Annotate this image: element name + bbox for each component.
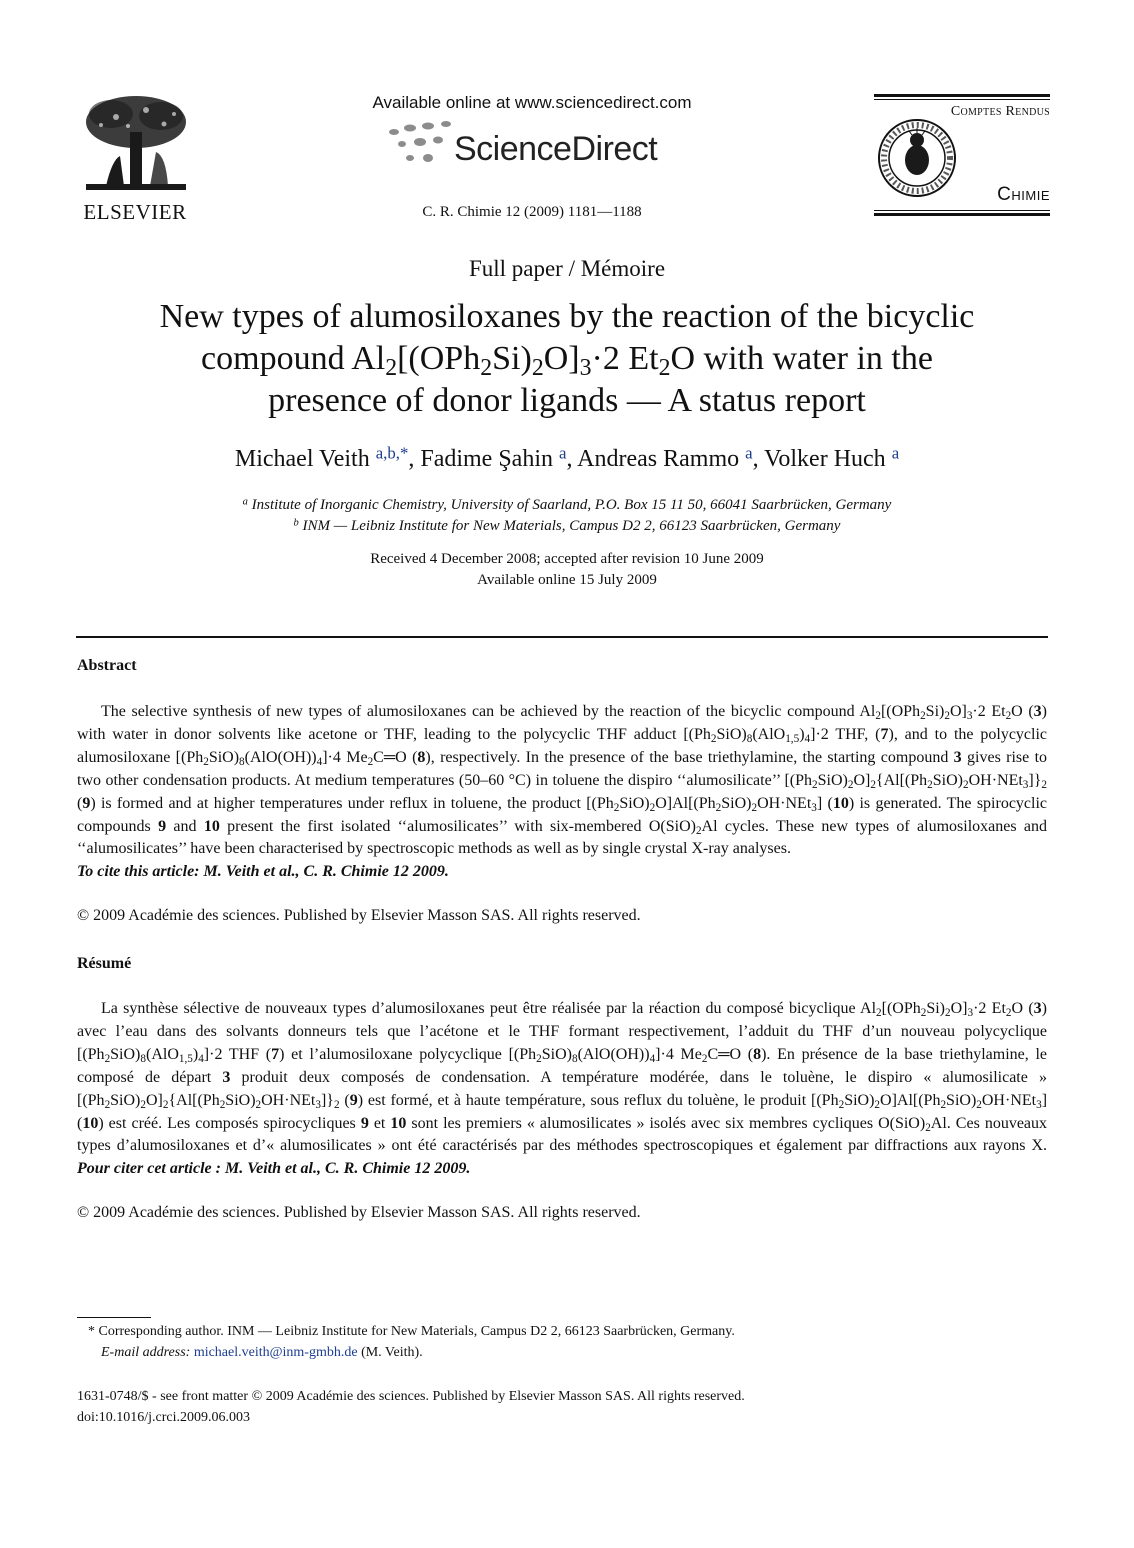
author-affiliation-link[interactable]: a xyxy=(745,443,753,463)
author-name: Michael Veith xyxy=(234,446,370,472)
abstract-text: The selective synthesis of new types of alumosiloxanes can be achieved by the reaction of the bicyclic compound xyxy=(101,703,855,720)
affiliation-text: INM — Leibniz Institute for New Materials, Campus D2 2, 66123 Saarbrücken, Germany xyxy=(302,518,841,534)
doi: doi:10.1016/j.crci.2009.06.003 xyxy=(77,1410,251,1425)
subscript: 2 xyxy=(531,354,544,381)
author-name: Fadime Şahin xyxy=(420,446,553,472)
logo-rule xyxy=(874,210,1050,211)
author-affiliation-link[interactable]: a xyxy=(559,443,567,463)
header-divider xyxy=(76,636,1048,638)
subscript: 2 xyxy=(480,354,493,381)
author-affiliation-link[interactable]: a,b,* xyxy=(375,443,409,463)
title-line: New types of alumosiloxanes by the reaction of the bicyclic xyxy=(159,298,975,335)
affiliation-text: Institute of Inorganic Chemistry, University of Saarland, P.O. Box 15 11 50, 66041 Saarbrücken, Germany xyxy=(251,497,892,513)
front-matter-note: 1631-0748/$ - see front matter © 2009 Académie des sciences. Published by Elsevier Masson SAS. All rights reserved. xyxy=(77,1389,745,1404)
chimie-wordmark: Chimie xyxy=(997,184,1050,205)
corresponding-author-note: * Corresponding author. INM — Leibniz Institute for New Materials, Campus D2 2, 66123 Saarbrücken, Germany. xyxy=(88,1324,735,1339)
affiliation-mark: b xyxy=(293,517,299,529)
sciencedirect-dots-icon xyxy=(384,118,454,170)
title-text: [(OPh xyxy=(397,340,481,377)
author-affiliation-link[interactable]: a xyxy=(891,443,900,463)
email-link[interactable]: michael.veith@inm-gmbh.de xyxy=(193,1345,358,1360)
chimie-label xyxy=(997,184,1050,206)
logo-rule xyxy=(874,213,1050,216)
comptes-rendus-logo xyxy=(874,94,1050,218)
email-suffix: (M. Veith). xyxy=(361,1345,423,1360)
comptes-rendus-wordmark: Comptes Rendus xyxy=(950,104,1050,119)
abstract-body: The selective synthesis of new types of alumosiloxanes can be achieved by the reaction of the bicyclic compound $Al_2[(OPh_2Si)_2O]_3\cdot 2$ $Et_2O$ (3) with water in donor solvents like acetone or THF, leading to the polycyclic THF adduct $[(Ph_2SiO)_8(AlO_{1,5})_4]\cdot 2$ THF, (7), and to the polycyclic alumosiloxane $[(Ph_2SiO)_8(AlO(OH))_4]\cdot 4$ $Me_2C═O$ (8), respectively. In the presence of the base triethylamine, the starting compound 3 gives rise to two other condensation products. At medium temperatures (50–60 °C) in toluene the dispiro ‘‘alumosilicate’’ $[(Ph_2SiO)_2O]_2\{Al[(Ph_2SiO)_2OH\cdot NEt_3]\}_2$ (9) is formed and at higher temperatures under reflux in toluene, the product $[(Ph_2SiO)_2O]Al[(Ph_2SiO)_2OH\cdot NEt_3]$ (10) is generated. The spirocyclic compounds 9 and 10 present the first isolated ‘‘alumosilicates’’ with six-membered $O(SiO)_2Al$ cycles. These new types of alumosiloxanes and ‘‘alumosilicates’’ have been characterised by spectroscopic methods as well as by single crystal X-ray analyses. To cite this article: M. Veith et al., C. R. Chimie 12 2009. xyxy=(77,703,1048,881)
author-separator: , xyxy=(566,446,578,472)
resume-body: La synthèse sélective de nouveaux types d’alumosiloxanes peut être réalisée par la réaction du composé bicyclique $Al_2[(OPh_2Si)_2O]_3\cdot 2$ $Et_2O$ (3) avec l’eau dans des solvants donneurs tels que l’acétone et le THF formant respectivement, l’adduit du THF d’un nouveau polycyclique $[(Ph_2SiO)_8(AlO_{1,5})_4]\cdot 2$ THF (7) et l’alumosiloxane polycyclique $[(Ph_2SiO)_8(AlO(OH))_4]\cdot 4$ $Me_2C═O$ (8). En présence de la base triethylamine, le composé de départ 3 produit deux composés de condensation. A température modérée, dans le toluène, le dispiro « alumosilicate » $[(Ph_2SiO)_2O]_2\{Al[(Ph_2SiO)_2OH\cdot NEt_3]\}_2$ (9) est formé, et à haute température, sous reflux du toluène, le produit $[(Ph_2SiO)_2O]Al[(Ph_2SiO)_2OH\cdot NEt_3]$ (10) est créé. Les composés spirocycliques 9 et 10 sont les premiers « alumosilicates » isolés avec six membres cycliques $O(SiO)_2Al$. Ces nouveaux types d’alumosiloxanes et d’« alumosilicates » ont été caractérisés par des méthodes spectroscopiques et également par diffractions aux rayons X. Pour citer cet article : M. Veith et al., C. R. Chimie 12 2009. xyxy=(77,1000,1048,1178)
subscript: 2 xyxy=(385,354,398,381)
comptes-rendus-label xyxy=(951,104,1050,120)
title-text: Si) xyxy=(492,340,532,377)
received-dates: Received 4 December 2008; accepted after revision 10 June 2009 xyxy=(370,551,764,567)
elsevier-wordmark: ELSEVIER xyxy=(83,200,187,224)
academie-seal-icon xyxy=(876,108,958,208)
resume-heading: Résumé xyxy=(77,955,132,972)
logo-rule xyxy=(874,94,1050,97)
citation-note: Pour citer cet article : M. Veith et al., C. R. Chimie 12 2009. xyxy=(77,1160,471,1178)
email-label: E-mail address: xyxy=(101,1345,191,1360)
title-text: compound Al xyxy=(201,340,386,377)
abstract-heading: Abstract xyxy=(77,657,137,674)
citation-note: To cite this article: M. Veith et al., C. R. Chimie 12 2009. xyxy=(77,863,449,881)
resume-text: La synthèse sélective de nouveaux types d’alumosiloxanes peut être réalisée par la réaction du composé bicyclique xyxy=(101,1000,856,1017)
author-separator: , xyxy=(408,446,421,472)
article-title xyxy=(90,296,1044,422)
email-note xyxy=(101,1345,423,1361)
title-text: O with water in the xyxy=(670,340,933,377)
elsevier-logo xyxy=(76,92,194,224)
logo-rule xyxy=(874,99,1050,100)
available-online-text: Available online at www.sciencedirect.com xyxy=(372,93,692,112)
journal-reference: C. R. Chimie 12 (2009) 1181—1188 xyxy=(422,204,642,220)
sciencedirect-wordmark: ScienceDirect xyxy=(454,130,658,168)
subscript: 3 xyxy=(579,354,592,381)
sciencedirect-logo xyxy=(384,118,684,174)
title-line xyxy=(90,338,1044,380)
subscript: 2 xyxy=(658,354,671,381)
author-name: Andreas Rammo xyxy=(577,446,740,472)
abstract-copyright: © 2009 Académie des sciences. Published by Elsevier Masson SAS. All rights reserved. xyxy=(77,907,641,924)
available-online-date: Available online 15 July 2009 xyxy=(477,572,657,588)
author-list xyxy=(90,443,1044,473)
affiliation-a xyxy=(90,497,1044,514)
footnote-divider xyxy=(77,1317,151,1318)
title-text: O] xyxy=(543,340,580,377)
affiliation-b xyxy=(90,518,1044,535)
affiliation-mark: a xyxy=(242,496,248,508)
author-separator: , xyxy=(752,446,765,472)
title-line: presence of donor ligands — A status report xyxy=(268,382,866,419)
title-text: ·2 Et xyxy=(591,340,659,377)
resume-copyright: © 2009 Académie des sciences. Published by Elsevier Masson SAS. All rights reserved. xyxy=(77,1204,641,1221)
section-type: Full paper / Mémoire xyxy=(468,256,666,281)
author-name: Volker Huch xyxy=(764,446,886,472)
elsevier-tree-icon xyxy=(76,92,194,196)
